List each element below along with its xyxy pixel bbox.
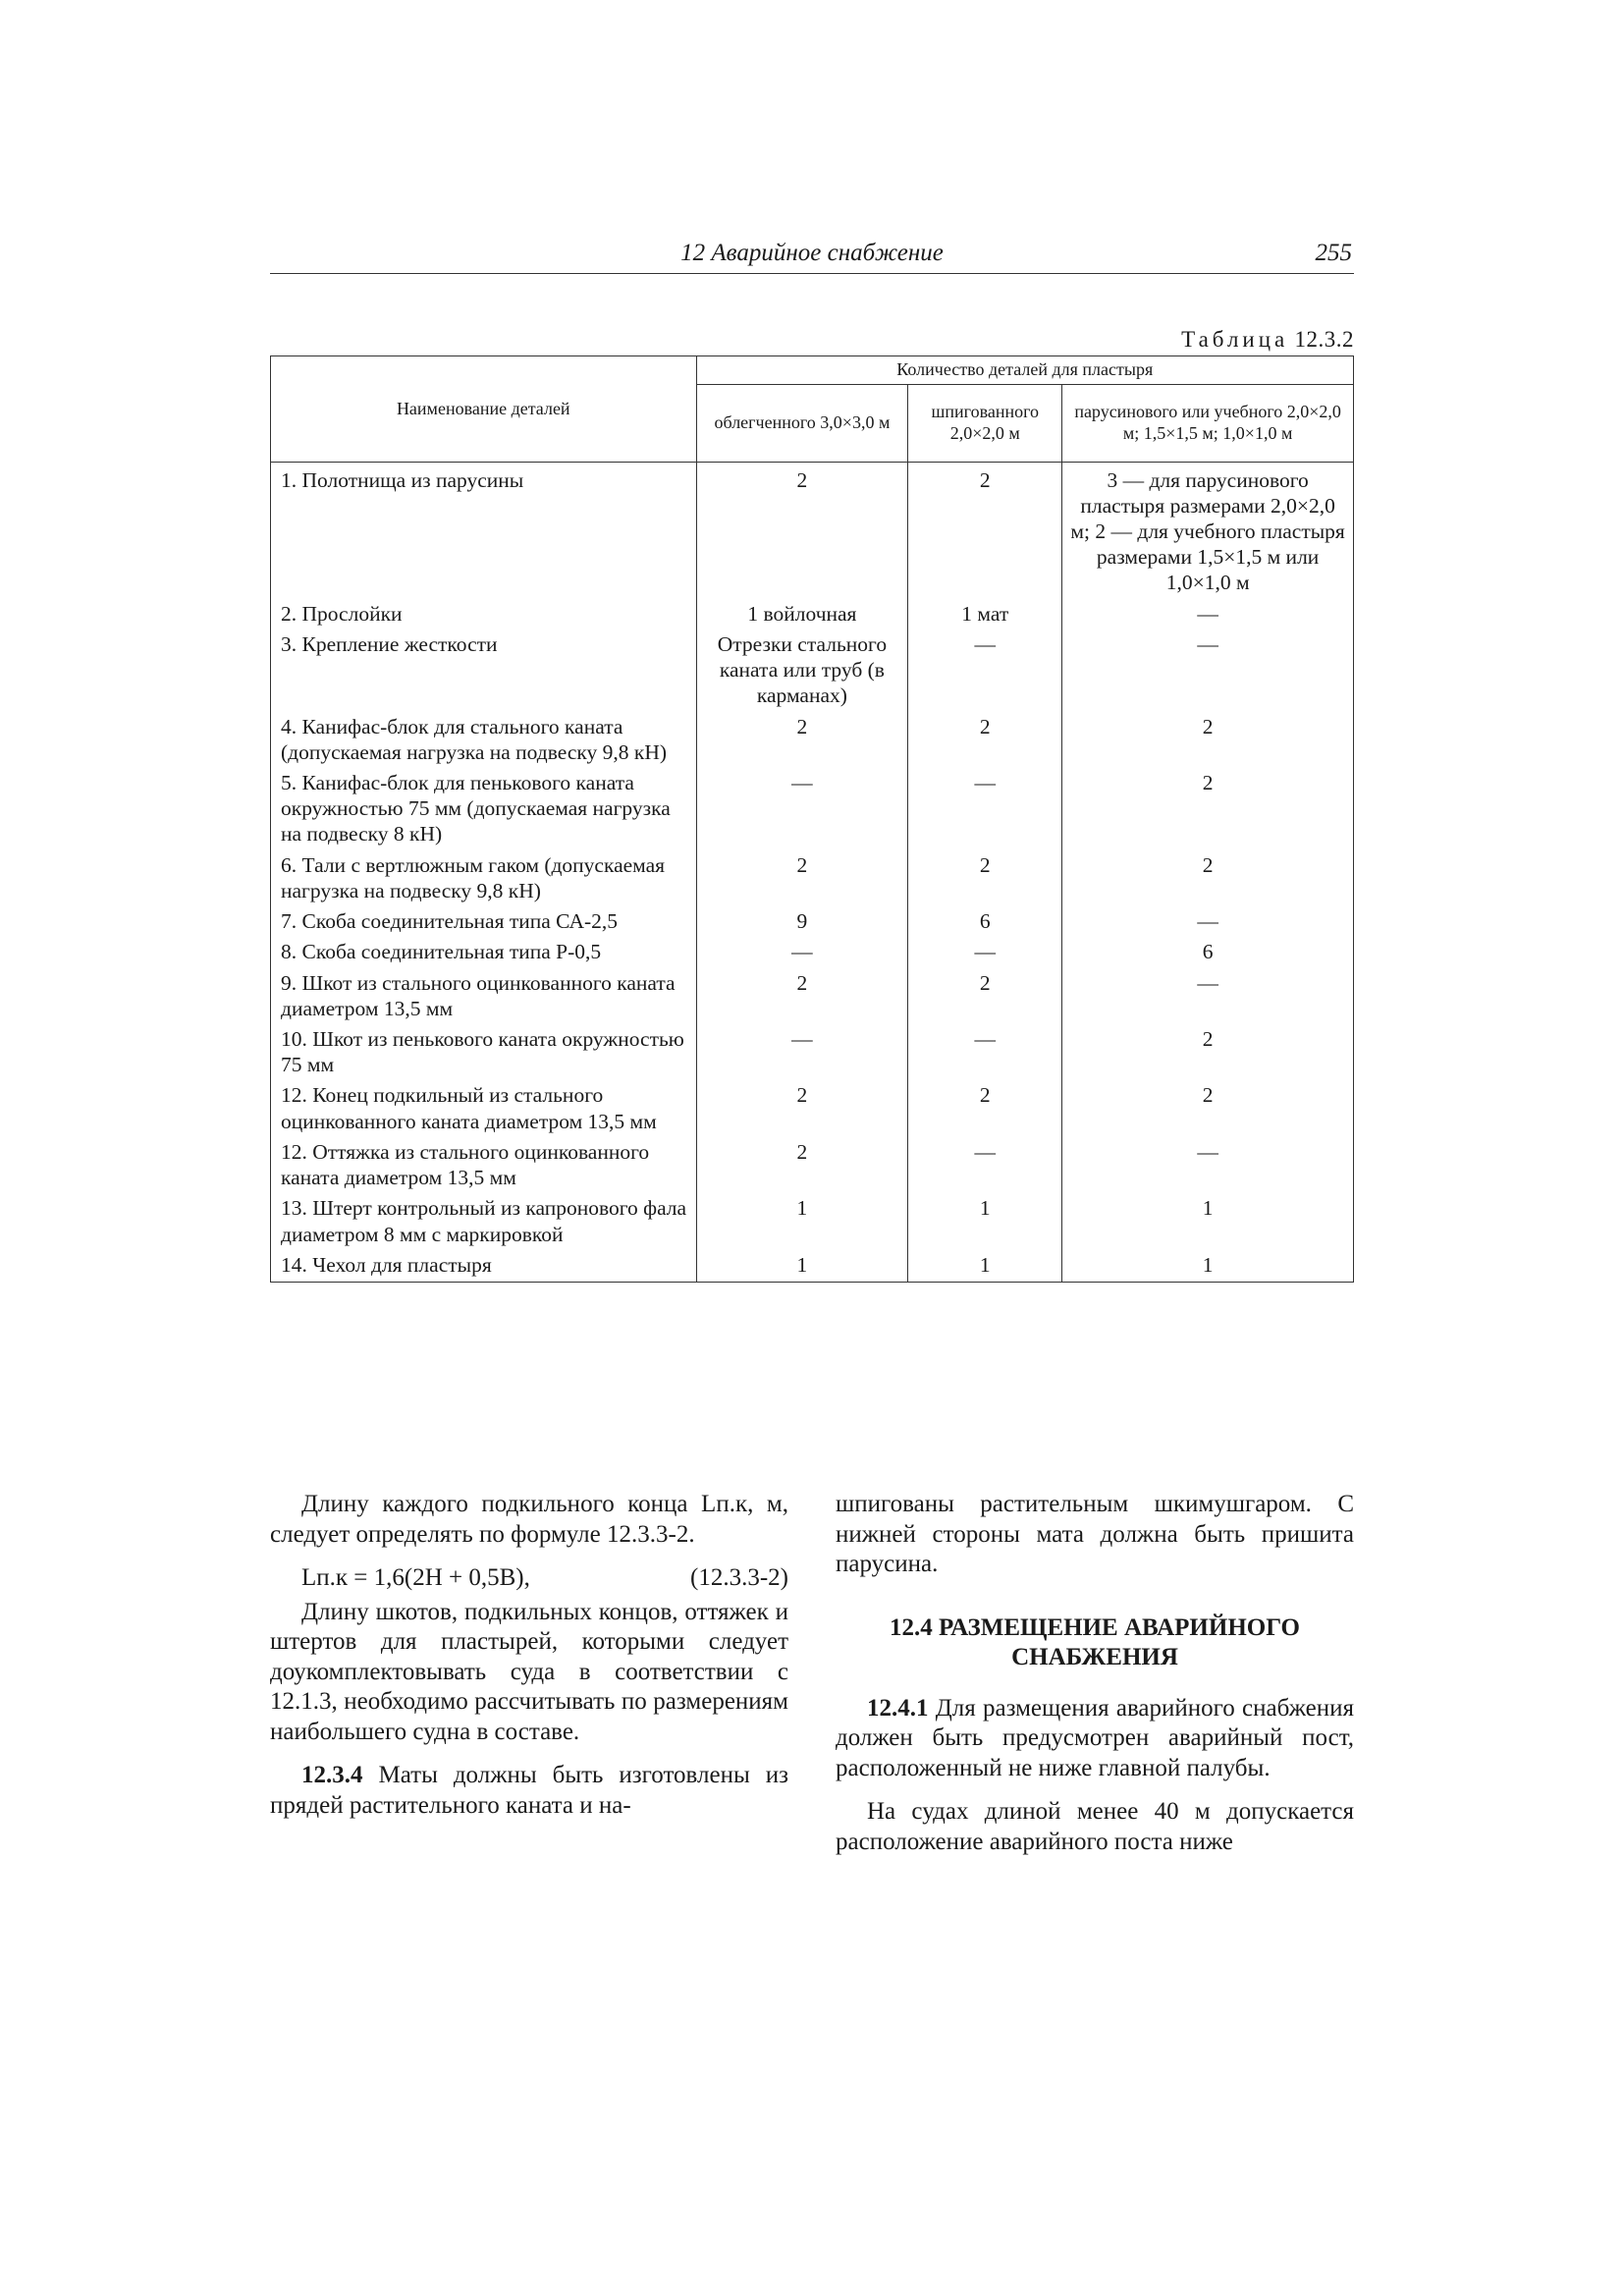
table-row xyxy=(271,1138,1354,1194)
paragraph: Длину каждого подкильного конца Lп.к, м, следует определять по формуле 12.3.3-2. xyxy=(270,1491,788,1548)
row-col3-cell: 2 xyxy=(1062,713,1354,769)
row-col1-cell: 2 xyxy=(696,1138,908,1194)
row-col1-cell: 2 xyxy=(696,713,908,769)
row-col1-cell: — xyxy=(696,938,908,968)
row-name-cell: 4. Канифас-блок для стального каната (допускаемая нагрузка на подвеску 9,8 кН) xyxy=(271,713,697,769)
row-col2-cell: 2 xyxy=(908,851,1062,907)
table-row xyxy=(271,969,1354,1025)
row-col2-cell: — xyxy=(908,630,1062,713)
row-col1-cell: 9 xyxy=(696,907,908,938)
clause-number: 12.4.1 xyxy=(867,1694,929,1722)
table-row xyxy=(271,1251,1354,1283)
paragraph: шпигованы растительным шкимушгаром. С нижней стороны мата должна быть пришита парусина. xyxy=(836,1491,1354,1577)
row-col1-cell: Отрезки стального каната или труб (в карманах) xyxy=(696,630,908,713)
row-col2-cell: 2 xyxy=(908,713,1062,769)
row-col3-cell: 2 xyxy=(1062,1025,1354,1081)
table-row xyxy=(271,851,1354,907)
row-col3-cell: — xyxy=(1062,1138,1354,1194)
row-col2-cell: — xyxy=(908,1025,1062,1081)
parts-table xyxy=(270,355,1354,1283)
chapter-title: 12 Аварийное снабжение xyxy=(680,240,944,266)
row-col3-cell: 1 xyxy=(1062,1194,1354,1250)
table-row xyxy=(271,600,1354,630)
row-col3-cell: — xyxy=(1062,600,1354,630)
table-caption-number: 12.3.2 xyxy=(1294,327,1354,352)
table-caption xyxy=(1181,327,1354,353)
table-row xyxy=(271,938,1354,968)
row-col3-cell: 3 — для парусинового пластыря размерами 2,0×2,0 м; 2 — для учебного пластыря размерами 1,5×1,5 м или 1,0×1,0 м xyxy=(1062,462,1354,600)
header-name: Наименование деталей xyxy=(271,356,697,463)
row-name-cell: 6. Тали с вертлюжным гаком (допускаемая нагрузка на подвеску 9,8 кН) xyxy=(271,851,697,907)
formula xyxy=(270,1563,788,1594)
row-name-cell: 1. Полотнища из парусины xyxy=(271,462,697,600)
row-col3-cell: 2 xyxy=(1062,1081,1354,1137)
row-col1-cell: — xyxy=(696,769,908,851)
row-col1-cell: — xyxy=(696,1025,908,1081)
row-name-cell: 8. Скоба соединительная типа Р-0,5 xyxy=(271,938,697,968)
table-row xyxy=(271,1025,1354,1081)
row-name-cell: 14. Чехол для пластыря xyxy=(271,1251,697,1283)
table-row xyxy=(271,462,1354,600)
row-col1-cell: 2 xyxy=(696,1081,908,1137)
right-text-column xyxy=(836,1490,1354,1871)
table-row xyxy=(271,1081,1354,1137)
row-col2-cell: 1 мат xyxy=(908,600,1062,630)
row-col2-cell: 1 xyxy=(908,1194,1062,1250)
table-row xyxy=(271,1194,1354,1250)
table-caption-word: Таблица xyxy=(1181,327,1289,352)
row-col1-cell: 2 xyxy=(696,969,908,1025)
row-col3-cell: — xyxy=(1062,630,1354,713)
row-col3-cell: — xyxy=(1062,907,1354,938)
row-col2-cell: — xyxy=(908,1138,1062,1194)
clause-number: 12.3.4 xyxy=(301,1762,363,1788)
table-row xyxy=(271,713,1354,769)
paragraph: 12.3.4 Маты должны быть изготовлены из прядей растительного каната и на- xyxy=(270,1762,788,1819)
page-number: 255 xyxy=(1315,240,1352,266)
formula-number: (12.3.3-2) xyxy=(690,1564,788,1591)
row-col2-cell: 1 xyxy=(908,1251,1062,1283)
row-col3-cell: — xyxy=(1062,969,1354,1025)
row-name-cell: 7. Скоба соединительная типа СА-2,5 xyxy=(271,907,697,938)
row-col3-cell: 1 xyxy=(1062,1251,1354,1283)
left-text-column xyxy=(270,1490,788,1834)
row-col3-cell: 2 xyxy=(1062,851,1354,907)
row-col3-cell: 2 xyxy=(1062,769,1354,851)
row-name-cell: 2. Прослойки xyxy=(271,600,697,630)
formula-expression: Lп.к = 1,6(2H + 0,5B), xyxy=(301,1564,530,1591)
paragraph: На судах длиной менее 40 м допускается расположение аварийного поста ниже xyxy=(836,1798,1354,1855)
table-row xyxy=(271,769,1354,851)
paragraph: 12.4.1 Для размещения аварийного снабжения должен быть предусмотрен аварийный пост, расположенный не ниже главной палубы. xyxy=(836,1694,1354,1781)
header-group: Количество деталей для пластыря xyxy=(696,356,1353,385)
row-col1-cell: 1 xyxy=(696,1194,908,1250)
row-col2-cell: — xyxy=(908,769,1062,851)
header-col2: шпигованного 2,0×2,0 м xyxy=(908,384,1062,462)
row-name-cell: 12. Оттяжка из стального оцинкованного каната диаметром 13,5 мм xyxy=(271,1138,697,1194)
row-col2-cell: — xyxy=(908,938,1062,968)
running-header xyxy=(270,240,1354,274)
row-col3-cell: 6 xyxy=(1062,938,1354,968)
row-col1-cell: 1 войлочная xyxy=(696,600,908,630)
row-name-cell: 9. Шкот из стального оцинкованного каната диаметром 13,5 мм xyxy=(271,969,697,1025)
header-col3: парусинового или учебного 2,0×2,0 м; 1,5×1,5 м; 1,0×1,0 м xyxy=(1062,384,1354,462)
section-heading: 12.4 РАЗМЕЩЕНИЕ АВАРИЙНОГО СНАБЖЕНИЯ xyxy=(890,1613,1300,1670)
table-row xyxy=(271,907,1354,938)
row-name-cell: 5. Канифас-блок для пенькового каната окружностью 75 мм (допускаемая нагрузка на подвеску 8 кН) xyxy=(271,769,697,851)
row-col2-cell: 6 xyxy=(908,907,1062,938)
row-col2-cell: 2 xyxy=(908,969,1062,1025)
row-name-cell: 12. Конец подкильный из стального оцинкованного каната диаметром 13,5 мм xyxy=(271,1081,697,1137)
row-col2-cell: 2 xyxy=(908,1081,1062,1137)
row-col1-cell: 2 xyxy=(696,462,908,600)
row-name-cell: 10. Шкот из пенькового каната окружностью 75 мм xyxy=(271,1025,697,1081)
row-col1-cell: 1 xyxy=(696,1251,908,1283)
row-col2-cell: 2 xyxy=(908,462,1062,600)
paragraph: Длину шкотов, подкильных концов, оттяжек и штертов для пластырей, которыми следует доукомплектовывать суда в соответствии с 12.1.3, необходимо рассчитывать по размерениям наибольшего судна в составе. xyxy=(270,1598,788,1745)
table-row xyxy=(271,630,1354,713)
header-col1: облегченного 3,0×3,0 м xyxy=(696,384,908,462)
row-name-cell: 3. Крепление жесткости xyxy=(271,630,697,713)
row-col1-cell: 2 xyxy=(696,851,908,907)
row-name-cell: 13. Штерт контрольный из капронового фала диаметром 8 мм с маркировкой xyxy=(271,1194,697,1250)
